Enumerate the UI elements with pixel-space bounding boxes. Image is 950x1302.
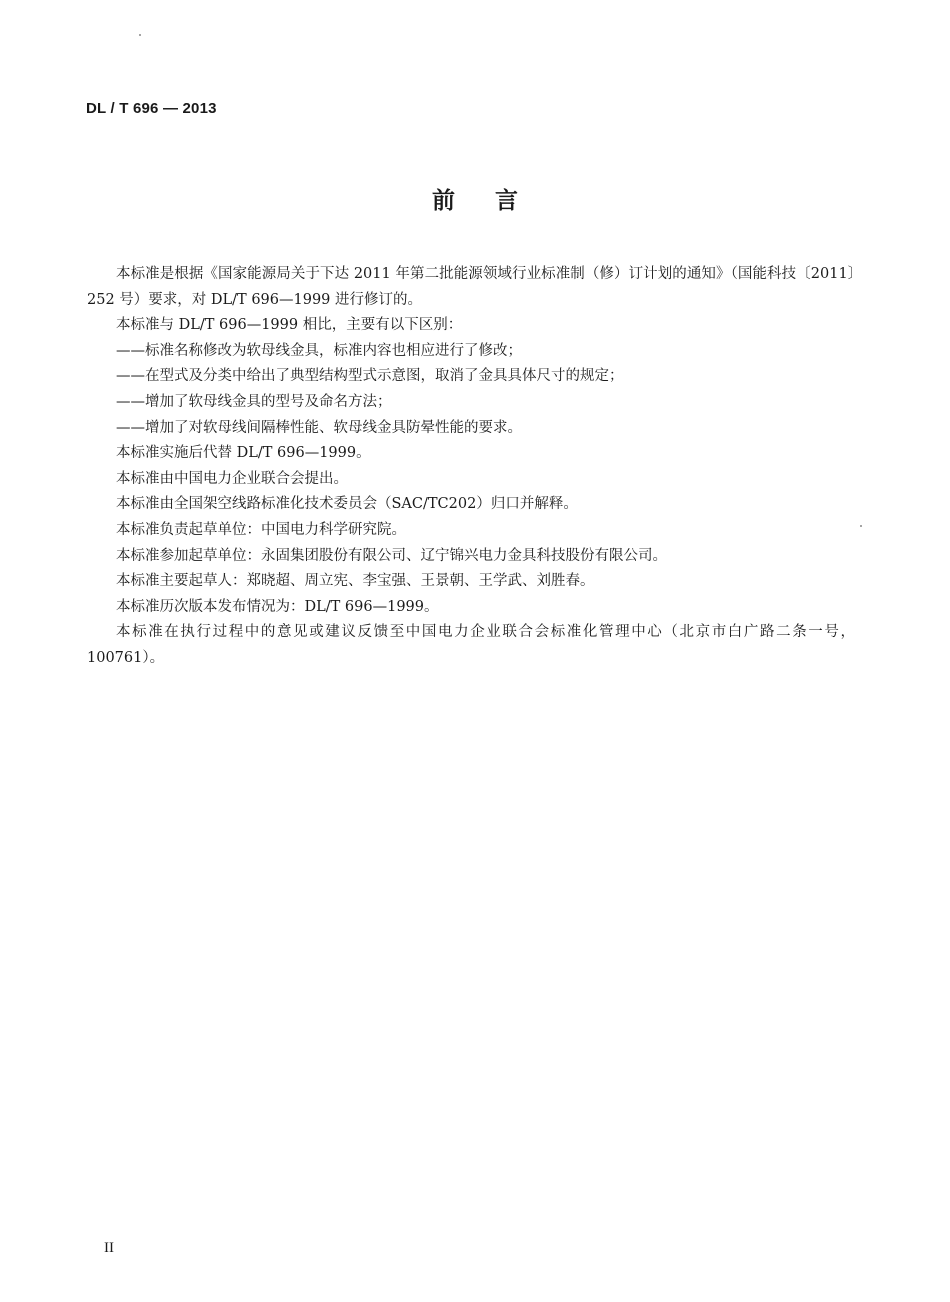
paragraph-participating-drafters: 本标准参加起草单位：永固集团股份有限公司、辽宁锦兴电力金具科技股份有限公司。 [116,547,667,564]
paragraph-basis: 本标准是根据《国家能源局关于下达 2011 年第二批能源领域行业标准制（修）订计划的通知》（国能科技〔2011〕252 号）要求，对 DL/T 696—1999 进行修订的。 [87,266,855,308]
scan-speck [860,525,862,527]
paragraph-replacement: 本标准实施后代替 DL/T 696—1999。 [116,445,371,462]
paragraph-main-drafters: 本标准主要起草人：郑晓超、周立宪、李宝强、王景朝、王学武、刘胜春。 [116,573,595,590]
page-number: II [104,1240,114,1256]
paragraph-proposer: 本标准由中国电力企业联合会提出。 [116,470,348,487]
foreword-body [87,262,855,672]
paragraph-difference-item: ——标准名称修改为软母线金具，标准内容也相应进行了修改； [116,342,522,359]
paragraph-difference-item: ——增加了对软母线间隔棒性能、软母线金具防晕性能的要求。 [116,419,522,436]
paragraph-committee: 本标准由全国架空线路标准化技术委员会（SAC/TC202）归口并解释。 [116,496,578,513]
section-title: 前言 [432,188,558,214]
paragraph-difference-item: ——在型式及分类中给出了典型结构型式示意图，取消了金具具体尺寸的规定； [116,368,624,385]
scan-speck [139,34,141,36]
paragraph-feedback: 本标准在执行过程中的意见或建议反馈至中国电力企业联合会标准化管理中心（北京市白广路二条一号，100761）。 [87,624,855,666]
paragraph-differences-intro: 本标准与 DL/T 696—1999 相比，主要有以下区别： [116,317,463,334]
paragraph-lead-drafter: 本标准负责起草单位：中国电力科学研究院。 [116,521,406,538]
paragraph-version-history: 本标准历次版本发布情况为：DL/T 696—1999。 [116,598,439,615]
standard-number: DL / T 696 — 2013 [86,100,217,117]
paragraph-difference-item: ——增加了软母线金具的型号及命名方法； [116,393,392,410]
